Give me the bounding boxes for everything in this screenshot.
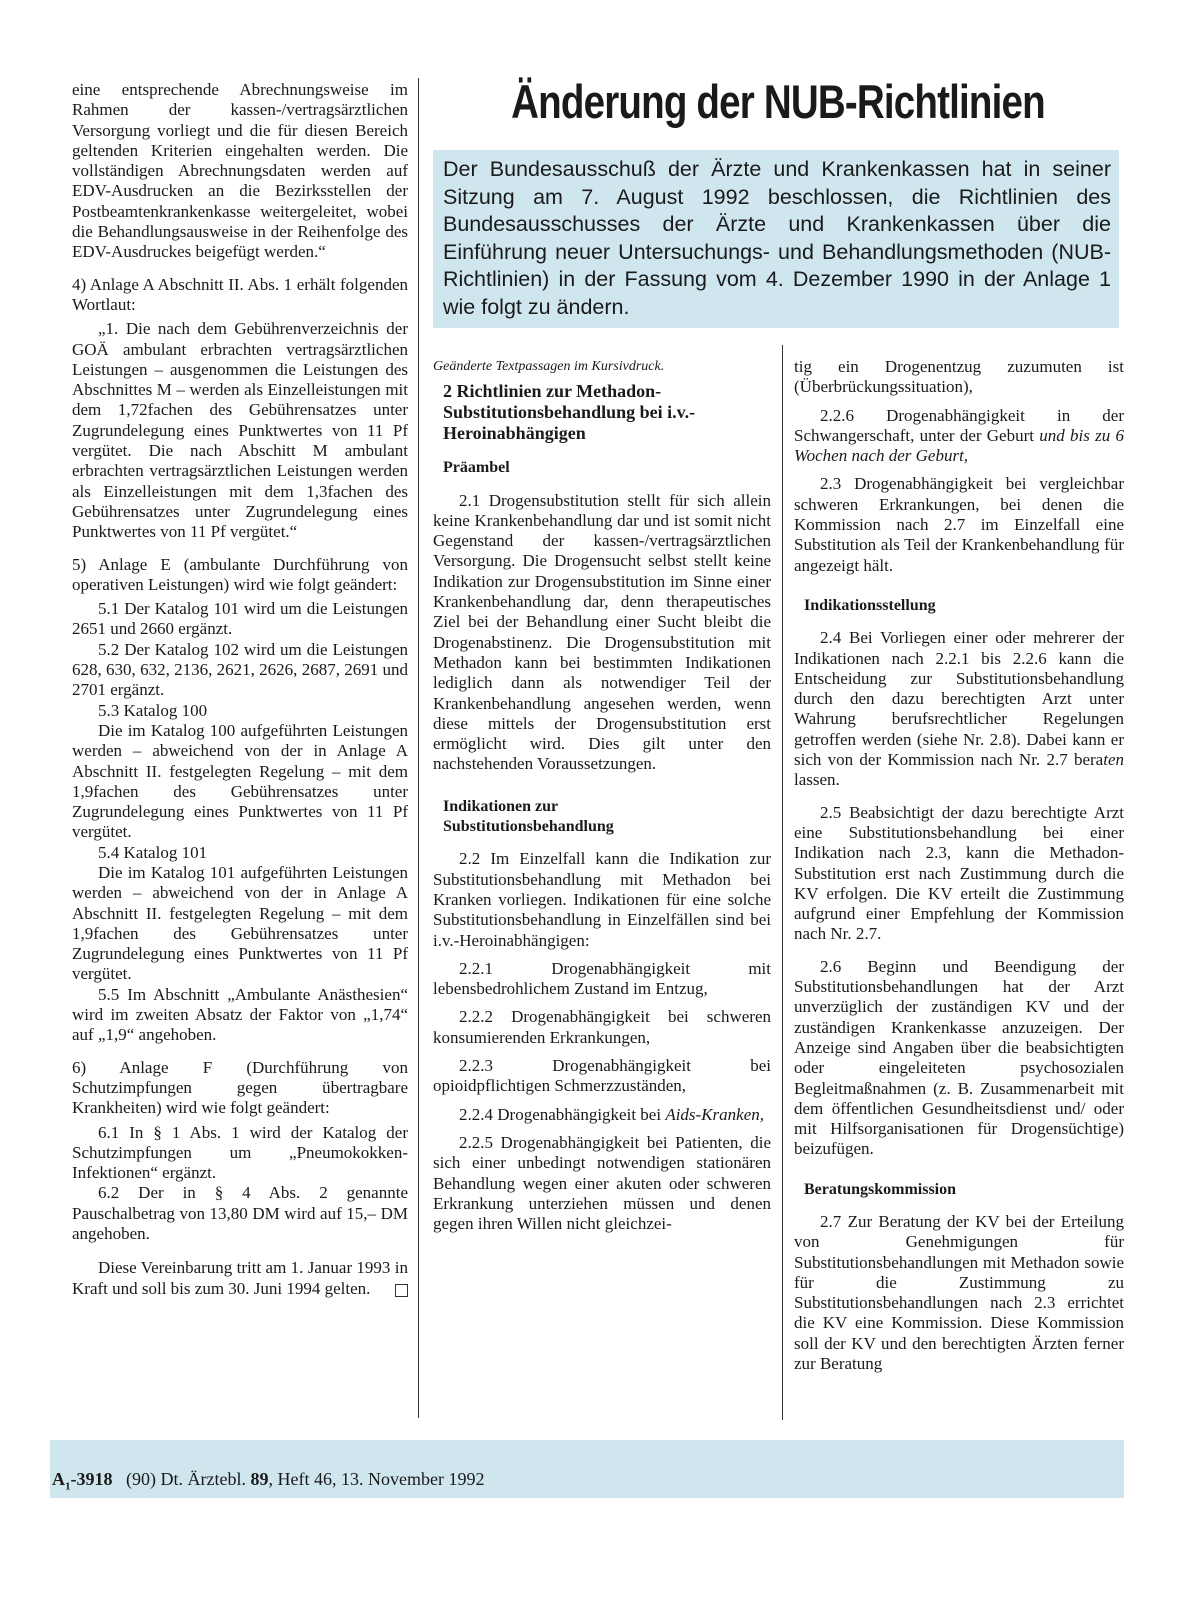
paragraph: 2.6 Beginn und Beendigung der Substitutionsbehandlungen hat der Arzt unverzüglich der zuständigen KV und der zuständigen Krankenkasse anzuzeigen. Der Anzeige sind Angaben über die beabsichtigten oder eingeleiteten psychosozialen Begleitmaßnahmen (z. B. Zusammenarbeit mit dem öffentlichen Gesundheitsdienst und/ oder mit Hilfsorganisationen für Drogensüchtige) beizufügen. bbox=[794, 956, 1124, 1159]
paragraph: 5.5 Im Abschnitt „Ambulante Anästhesien“ wird im zweiten Absatz der Faktor von „1,74“ auf „1,9“ angehoben. bbox=[72, 984, 408, 1045]
end-mark-icon bbox=[395, 1284, 408, 1297]
paragraph bbox=[794, 406, 1124, 467]
paragraph: 2.5 Beabsichtigt der dazu berechtigte Arzt eine Substitutionsbehandlung bei einer Indikation nach 2.3, kann die Methadon-Substitution erst nach Zustimmung durch die KV erfolgen. Die KV erteilt die Zustimmung aufgrund einer Empfehlung der Kommission nach Nr. 2.7. bbox=[794, 802, 1124, 944]
paragraph: eine entsprechende Abrechnungsweise im Rahmen der kassen-/vertragsärztlichen Versorgung vorliegt und die für diesen Bereich geltenden Kriterien eingehalten werden. Die vollständigen Abrechnungsdaten werden auf EDV-Ausdrucken an die Bezirksstellen der Postbeamtenkrankenkasse weitergeleitet, wobei die Behandlungsausweise in der Reihenfolge des EDV-Ausdruckes beigefügt werden.“ bbox=[72, 80, 408, 262]
subheading-praeambel: Präambel bbox=[443, 459, 510, 477]
paragraph: 2.3 Drogenabhängigkeit bei vergleichbar schweren Erkrankungen, bei denen die Kommission nach 2.7 im Einzelfall eine Substitution als Teil der Krankenbehandlung für angezeigt hält. bbox=[794, 474, 1124, 575]
middle-column bbox=[433, 357, 771, 1238]
paragraph: 2.2.5 Drogenabhängigkeit bei Patienten, die sich einer unbedingt notwendigen stationären Behandlung wegen einer akuten oder schweren Erkrankung unterziehen müssen und denen gegen ihren Willen nicht gleichzei- bbox=[433, 1132, 771, 1234]
subheading-beratungskommission: Beratungskommission bbox=[804, 1180, 957, 1198]
footer-citation bbox=[52, 1469, 484, 1493]
paragraph bbox=[433, 1105, 771, 1125]
page-prefix: A bbox=[52, 1469, 65, 1489]
italic-span: Aids-Kranken, bbox=[665, 1104, 764, 1124]
subheading-indikationsstellung: Indikationsstellung bbox=[804, 596, 936, 614]
right-column bbox=[794, 357, 1124, 1378]
paragraph: 2.2.3 Drogenabhängigkeit bei opioidpflichtigen Schmerzzuständen, bbox=[433, 1056, 771, 1096]
paragraph: 2.2.2 Drogenabhängigkeit bei schweren konsumierenden Erkrankungen, bbox=[433, 1007, 771, 1047]
paragraph: 6.2 Der in § 4 Abs. 2 genannte Pauschalbetrag von 13,80 DM wird auf 15,– DM angehoben. bbox=[72, 1183, 408, 1244]
paragraph: 2.7 Zur Beratung der KV bei der Erteilung von Genehmigungen für Substitutionsbehandlungen mit Methadon sowie für die Zustimmung zu Substitutionsbehandlungen nach 2.3 errichtet die KV eine Kommission. Diese Kommission soll der KV und den berechtigten Ärzten ferner zur Beratung bbox=[794, 1211, 1124, 1374]
paragraph: 5.2 Der Katalog 102 wird um die Leistungen 628, 630, 632, 2136, 2621, 2626, 2687, 2691 und 2701 ergänzt. bbox=[72, 639, 408, 700]
paragraph: 2.2 Im Einzelfall kann die Indikation zur Substitutionsbehandlung mit Methadon bei Kranken vorliegen. Indikationen für eine solche Substitutionsbehandlung in Einzelfällen sind bei i.v.-Heroinabhängigen: bbox=[433, 849, 771, 950]
text-span: 2.4 Bei Vorliegen einer oder mehrerer der Indikationen nach 2.2.1 bis 2.2.6 kann die Entscheidung zur Substitutionsbehandlung durch den dazu berechtigten Arzt unter Wahrung berufsrechtlicher Regelungen getroffen werden (siehe Nr. 2.8). Dabei kann er sich von der Kommission nach Nr. 2.7 bera bbox=[794, 628, 1124, 770]
paragraph: 5) Anlage E (ambulante Durchführung von operativen Leistungen) wird wie folgt geändert: bbox=[72, 554, 408, 594]
italic-span: und bis zu 6 Wochen nach der Geburt, bbox=[794, 425, 1124, 466]
volume-number: 89 bbox=[250, 1469, 269, 1489]
text-span: 2.2.4 Drogenabhängigkeit bei bbox=[459, 1104, 666, 1124]
closing-text: Diese Vereinbarung tritt am 1. Januar 1993 in Kraft und soll bis zum 30. Juni 1994 gelten. bbox=[72, 1258, 408, 1298]
paragraph: 6.1 In § 1 Abs. 1 wird der Katalog der Schutzimpfungen um „Pneumokokken-Infektionen“ ergänzt. bbox=[72, 1122, 408, 1183]
paragraph bbox=[72, 1258, 408, 1299]
paragraph bbox=[794, 628, 1124, 790]
paragraph: 6) Anlage F (Durchführung von Schutzimpfungen gegen übertragbare Krankheiten) wird wie folgt geändert: bbox=[72, 1057, 408, 1118]
paragraph: 5.4 Katalog 101 bbox=[98, 842, 208, 862]
italic-span: ten bbox=[1103, 750, 1124, 770]
issue-info: , Heft 46, 13. November 1992 bbox=[268, 1469, 485, 1489]
page-subscript: 1 bbox=[65, 1480, 71, 1493]
page-title: Änderung der NUB-Richtlinien bbox=[511, 75, 1045, 128]
paragraph: 5.1 Der Katalog 101 wird um die Leistungen 2651 und 2660 ergänzt. bbox=[72, 599, 408, 639]
issue-number: (90) bbox=[126, 1469, 156, 1489]
journal-name: Dt. Ärztebl. bbox=[160, 1469, 246, 1489]
paragraph: tig ein Drogenentzug zuzumuten ist (Überbrückungssituation), bbox=[794, 357, 1124, 397]
paragraph: 2.1 Drogensubstitution stellt für sich allein keine Krankenbehandlung dar und ist somit nicht Gegenstand der kassen-/vertragsärztlichen Versorgung. Die Drogensucht selbst stellt keine Indikation zur Drogensubstitution im Sinne einer Krankenbehandlung dar, denn therapeutisches Ziel bei der Behandlung einer Sucht bleibt die Drogenabstinenz. Die Drogensubstitution mit Methadon kann bei bestimmten Indikationen lediglich dann als notwendiger Teil der Krankenbehandlung angesehen werden, wenn diese mittels der Drogensubstitution erst ermöglicht wird. Dies gilt unter den nachstehenden Voraussetzungen. bbox=[433, 490, 771, 774]
paragraph: 4) Anlage A Abschnitt II. Abs. 1 erhält folgenden Wortlaut: bbox=[72, 274, 408, 314]
paragraph: 5.3 Katalog 100 bbox=[98, 700, 208, 720]
page-number: -3918 bbox=[70, 1469, 113, 1489]
section-heading: 2 Richtlinien zur Methadon-Substitutionsbehandlung bei i.v.-Heroinabhängigen bbox=[443, 381, 696, 444]
paragraph: Die im Katalog 101 aufgeführten Leistungen werden – abweichend von der in Anlage A Abschnitt II. festgelegten Regelung – mit dem 1,9fachen des Gebührensatzes unter Zugrundelegung eines Punktwertes von 11 Pf vergütet. bbox=[72, 862, 408, 984]
italic-note: Geänderte Textpassagen im Kursivdruck. bbox=[433, 359, 665, 374]
paragraph: 2.2.1 Drogenabhängigkeit mit lebensbedrohlichem Zustand im Entzug, bbox=[433, 958, 771, 999]
subheading-indikationen: Indikationen zur Substitutionsbehandlung bbox=[443, 797, 614, 836]
text-span: lassen. bbox=[794, 770, 840, 790]
text-span: 2.2.6 Drogenabhängigkeit in der Schwangerschaft, unter der Geburt bbox=[794, 405, 1124, 445]
left-column bbox=[72, 80, 408, 1303]
paragraph: Die im Katalog 100 aufgeführten Leistungen werden – abweichend von der in Anlage A Abschnitt II. festgelegten Regelung – mit dem 1,9fachen des Gebührensatzes unter Zugrundelegung eines Punktwertes von 11 Pf vergütet. bbox=[72, 720, 408, 842]
lead-box: Der Bundesausschuß der Ärzte und Krankenkassen hat in seiner Sitzung am 7. August 1992 beschlossen, die Richtlinien des Bundesausschusses der Ärzte und Krankenkassen über die Einführung neuer Untersuchungs- und Behandlungsmethoden (NUB-Richtlinien) in der Fassung vom 4. Dezember 1990 in der Anlage 1 wie folgt zu ändern. bbox=[433, 150, 1119, 328]
paragraph: „1. Die nach dem Gebührenverzeichnis der GOÄ ambulant erbrachten vertragsärztlichen Leistungen – ausgenommen die Leistungen des Abschnittes M – werden als Einzelleistungen mit dem 1,72fachen des Gebührensatzes unter Zugrundelegung eines Punktwertes von 11 Pf vergütet. Die nach Abschitt M ambulant erbrachten vertragsärztlichen Leistungen werden als Einzelleistungen mit dem 1,3fachen des Gebührensatzes unter Zugrundelegung eines Punktwertes von 11 Pf vergütet.“ bbox=[72, 319, 408, 542]
column-divider bbox=[418, 78, 419, 1418]
column-divider bbox=[782, 345, 783, 1420]
